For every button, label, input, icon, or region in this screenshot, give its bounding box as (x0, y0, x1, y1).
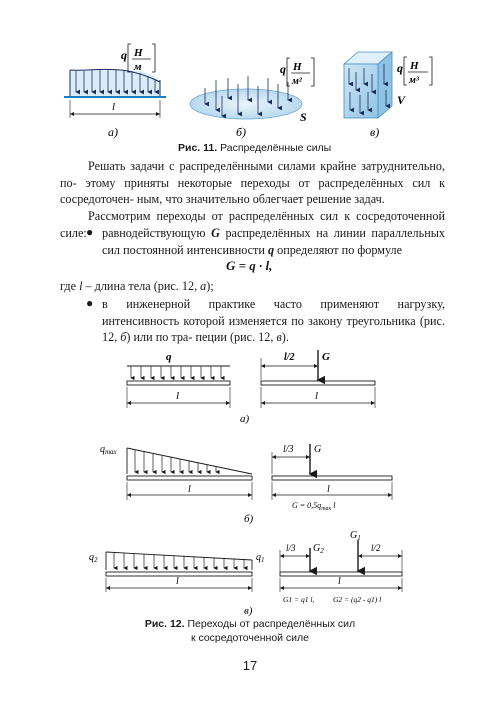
b1-text-b: распределённых на линии параллельных сил (102, 226, 445, 257)
fig12-c-concentrated (280, 540, 402, 592)
fig12-a-G: G (322, 351, 330, 363)
fig11-caption-text: Распределённые силы (220, 142, 332, 154)
fig11-a-unit-num: Н (134, 47, 143, 59)
p1-line-1: Решать задачи с распределёнными силами крайне затруднительно, по- (60, 159, 445, 190)
p1-line-2: этому приняты некоторые переходы от распределённых сил к сосредоточен- (60, 175, 446, 206)
bullet-2-dot: ● (86, 296, 94, 310)
b1-q: q (267, 242, 275, 257)
p2-text: Рассмотрим переходы от распределённых сил к сосредоточенной силе: (60, 209, 445, 240)
fig11-a-unit-den: м (134, 61, 142, 73)
fig12-b-G-formula: $G = 0,5q_{max}$ l (292, 501, 336, 512)
b2-ref-v: в (276, 330, 282, 344)
fig12-b-l: l (188, 484, 191, 495)
fig11-sub-b: б) (236, 125, 247, 139)
fig11-b-area: S (300, 110, 307, 124)
b1-text-d: определяют по формуле (274, 242, 402, 257)
fig11-a-q: q (121, 48, 127, 62)
formula-G: G = q · l, (226, 258, 273, 273)
b2-text-e: ). (281, 330, 289, 344)
b1-G: G (211, 226, 220, 240)
b2-text-b: которой изменяется по закону треугольника (рис. 12, (102, 313, 446, 344)
fig12-c-trapezoid-load (106, 552, 252, 592)
b1-text-c: постоянной интенсивности (123, 242, 268, 257)
b2-text-d: пеции (рис. 12, (195, 330, 277, 344)
fig11-b-unit-num: Н (293, 61, 302, 73)
fig12-b-l2: l (327, 484, 330, 495)
where-ref-a: а (200, 279, 207, 293)
fig12-c-G1-formula: G1 = q1 l, (283, 595, 315, 604)
fig12-b-G: G (314, 444, 322, 455)
page-number: 17 (242, 658, 258, 673)
fig12-c-l: l (176, 576, 179, 587)
fig12-sub-b: б) (244, 513, 254, 525)
fig12-c-q2: $q_2$ (89, 552, 98, 564)
fig12-a-q: q (166, 351, 172, 363)
fig11-c-volume: V (397, 93, 406, 107)
fig12-caption-line-2: к сосредоточенной силе (190, 632, 310, 644)
fig12-caption-num: Рис. 12. (144, 618, 185, 630)
fig12-c-G2: $G_2$ (313, 543, 324, 555)
fig12-b-third-l: l/3 (283, 444, 294, 455)
b2-text-c: ) или по тра- (126, 330, 193, 344)
b1-text-a: равнодействующую (102, 226, 212, 240)
fig12-c-half-l: l/2 (371, 543, 381, 553)
fig12-caption (0, 617, 500, 645)
fig12-c-third-l: l/3 (286, 543, 296, 553)
b2-text-a: в инженерной практике часто применяют нагрузку, интенсивность (102, 297, 445, 328)
fig11-b-unit-den: м² (292, 76, 302, 87)
where-c: ); (206, 279, 214, 293)
fig11-caption-num: Рис. 11. (178, 142, 218, 154)
fig11-b-q: q (280, 62, 286, 76)
fig11-a-length: l (112, 101, 116, 113)
where-l: l (79, 279, 83, 293)
where-b: – длина тела (рис. 12, (82, 279, 201, 293)
where-a: где (60, 279, 80, 293)
fig11-sub-c: в) (370, 125, 380, 139)
p1-line-3: ным, что значительно облегчает решение задач. (136, 192, 385, 206)
fig11-sub-a: а) (108, 125, 118, 139)
fig12-sub-c: в) (244, 605, 253, 617)
fig11-c-unit-den: м³ (409, 75, 419, 86)
b2-ref-b: б (120, 330, 127, 344)
fig12-c-l2: l (338, 576, 341, 587)
fig12-c-G1: $G_1$ (350, 530, 361, 542)
fig12-c-q1: $q_1$ (256, 552, 265, 564)
fig12-a-l2: l (315, 390, 319, 402)
fig11-c-unit-num: Н (410, 60, 419, 72)
bullet-1-dot: ● (86, 225, 94, 239)
fig12-b-qmax: $q_{max}$ (100, 444, 117, 456)
fig12-a-half-l: l/2 (284, 352, 295, 363)
fig11-c-q: q (397, 61, 403, 75)
fig12-sub-a: а) (240, 413, 250, 425)
fig12-c-G2-formula: G2 = (q2 - q1) l (333, 595, 382, 604)
fig12-a-l: l (176, 390, 180, 402)
fig12-caption-line-1: Переходы от распределённых сил (187, 618, 356, 630)
